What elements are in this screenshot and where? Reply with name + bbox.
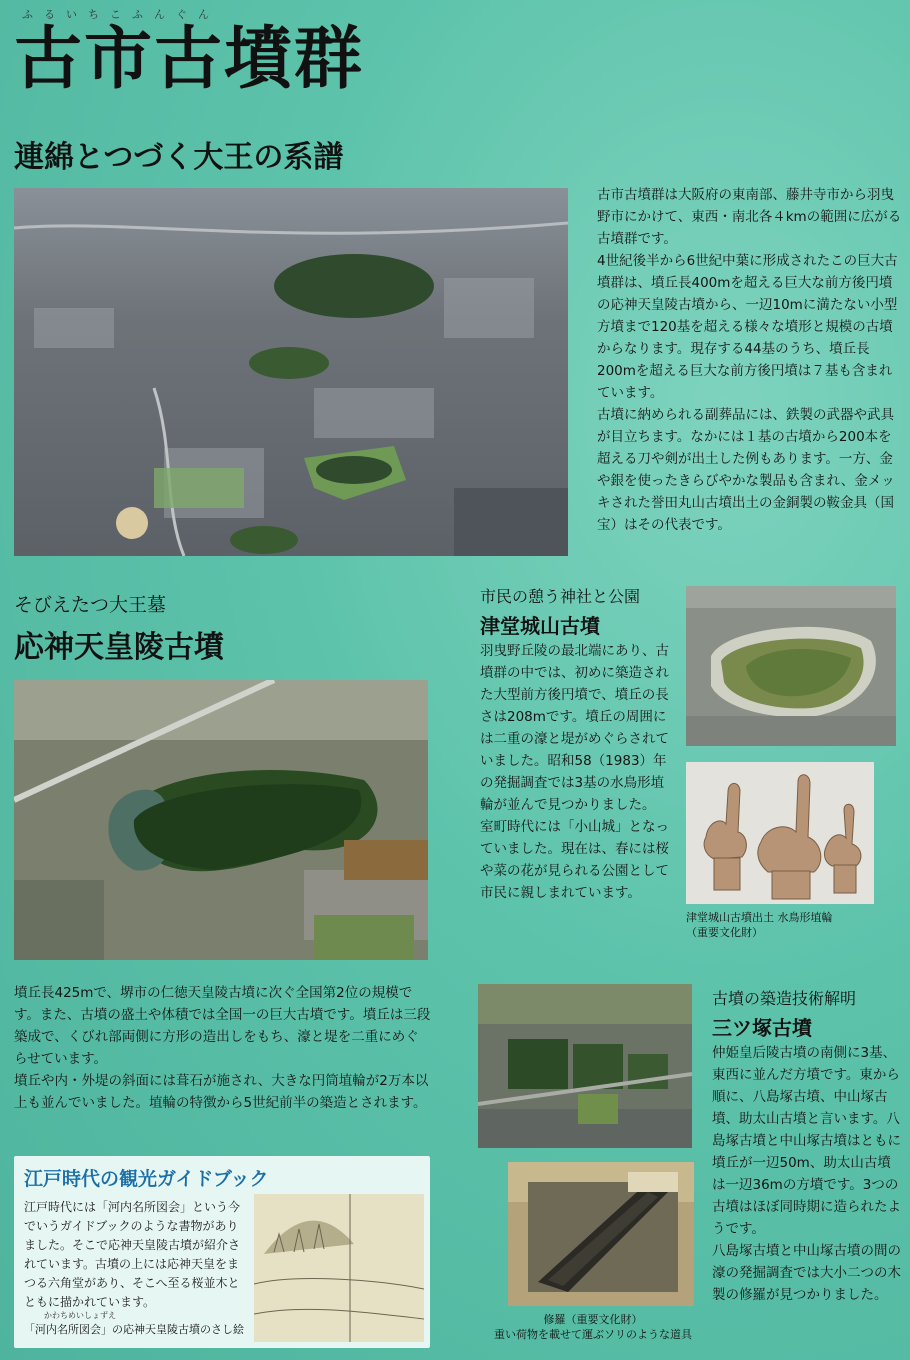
tsudo-caption [686,910,886,940]
title-ruby: ふるいちこふんぐん [22,8,220,21]
tsudo-kicker: 市民の憩う神社と公園 [480,587,641,606]
guidebook-text: 江戸時代には「河内名所図会」という今でいうガイドブックのような書物がありました。そこで応神天皇陵古墳が紹介されています。古墳の上には応神天皇をまつる六角堂があり、そこへ至る桜並木とともに描かれています。 [24,1200,241,1309]
ojin-paragraph: 墳丘や内・外堤の斜面には葺石が施され、大きな円筒埴輪が2万本以上も並んでいました。埴輪の特徴から5世紀前半の築造とされます。 [14,1073,429,1111]
tsudo-paragraph: 羽曳野丘陵の最北端にあり、古墳群の中では、初めに築造された大型前方後円墳で、墳丘の長さは208mです。墳丘の周囲には二重の濠と堤がめぐらされていました。昭和58（1983）年の発掘調査では3基の水鳥形埴輪が並んで見つかりました。 [480,643,669,813]
intro-text [597,184,903,536]
mitsuzuka-caption-line: 重い荷物を載せて運ぶソリのような道具 [494,1328,692,1341]
guidebook-illustration [254,1194,424,1342]
mitsuzuka-aerial-photo [478,984,692,1148]
shura-sledge-photo [508,1162,694,1306]
intro-paragraph: 古墳に納められる副葬品には、鉄製の武器や武具が目立ちます。なかには１基の古墳から200本を超える刀や剣が出土した例もあります。一方、金や銀を使ったきらびやかな製品も含まれ、金メッキされた誉田丸山古墳出土の金銅製の鞍金具（国宝）はその代表です。 [597,407,895,533]
ojin-paragraph: 墳丘長425mで、堺市の仁徳天皇陵古墳に次ぐ全国第2位の規模です。また、古墳の盛土や体積では全国一の巨大古墳です。墳丘は三段築成で、くびれ部両側に方形の造出しをもち、濠と堤を二重にめぐらせています。 [14,985,431,1067]
tsudo-title: 津堂城山古墳 [480,614,600,638]
tsudo-aerial-photo [686,586,896,746]
guidebook-box [14,1156,430,1348]
mitsuzuka-paragraph: 仲姫皇后陵古墳の南側に3基、東西に並んだ方墳です。東から順に、八島塚古墳、中山塚古墳、助太山古墳と言います。八島塚古墳と中山塚古墳はともに墳丘が一辺50m、助太山古墳は一辺36mの方墳です。3つの古墳はほぼ同時期に造られたようです。 [712,1045,901,1237]
mitsuzuka-text [712,1042,902,1306]
mitsuzuka-title: 三ツ塚古墳 [712,1016,812,1040]
tsudo-caption-line: （重要文化財） [686,926,763,939]
tsudo-caption-line: 津堂城山古墳出土 水鳥形埴輪 [686,911,833,924]
aerial-city-photo [14,188,568,556]
ojin-kicker: そびえたつ大王墓 [14,594,167,616]
ojin-title: 応神天皇陵古墳 [14,630,224,665]
page-subtitle: 連綿とつづく大王の系譜 [14,140,344,175]
guidebook-ruby: かわちめいしょずえ [44,1311,116,1320]
mitsuzuka-paragraph: 八島塚古墳と中山塚古墳の間の濠の発掘調査では大小二つの木製の修羅が見つかりました。 [712,1243,901,1303]
mitsuzuka-caption [486,1312,700,1342]
intro-paragraph: 4世紀後半から6世紀中葉に形成されたこの巨大古墳群は、墳丘長400mを超える巨大な前方後円墳の応神天皇陵古墳から、一辺10mに満たない小型方墳まで120基を超える様々な墳形と規模の古墳からなります。現存する44基のうち、墳丘長200mを超える巨大な前方後円墳は７基も含まれています。 [597,253,898,401]
waterbird-haniwa-photo [686,762,874,904]
page-title: 古市古墳群 [14,20,365,99]
mitsuzuka-caption-line: 修羅（重要文化財） [543,1313,643,1326]
ojin-tomb-photo [14,680,428,960]
guidebook-title: 江戸時代の観光ガイドブック [24,1168,269,1190]
mitsuzuka-kicker: 古墳の築造技術解明 [712,989,857,1008]
guidebook-caption: 「河内名所図会」の応神天皇陵古墳のさし絵 [24,1323,244,1336]
tsudo-paragraph: 室町時代には「小山城」となっていました。現在は、春には桜や菜の花が見られる公園として市民に親しまれています。 [480,819,669,901]
tsudo-text [480,640,674,904]
intro-paragraph: 古市古墳群は大阪府の東南部、藤井寺市から羽曳野市にかけて、東西・南北各４kmの範囲に広がる古墳群です。 [597,187,902,247]
ojin-text [14,982,432,1114]
